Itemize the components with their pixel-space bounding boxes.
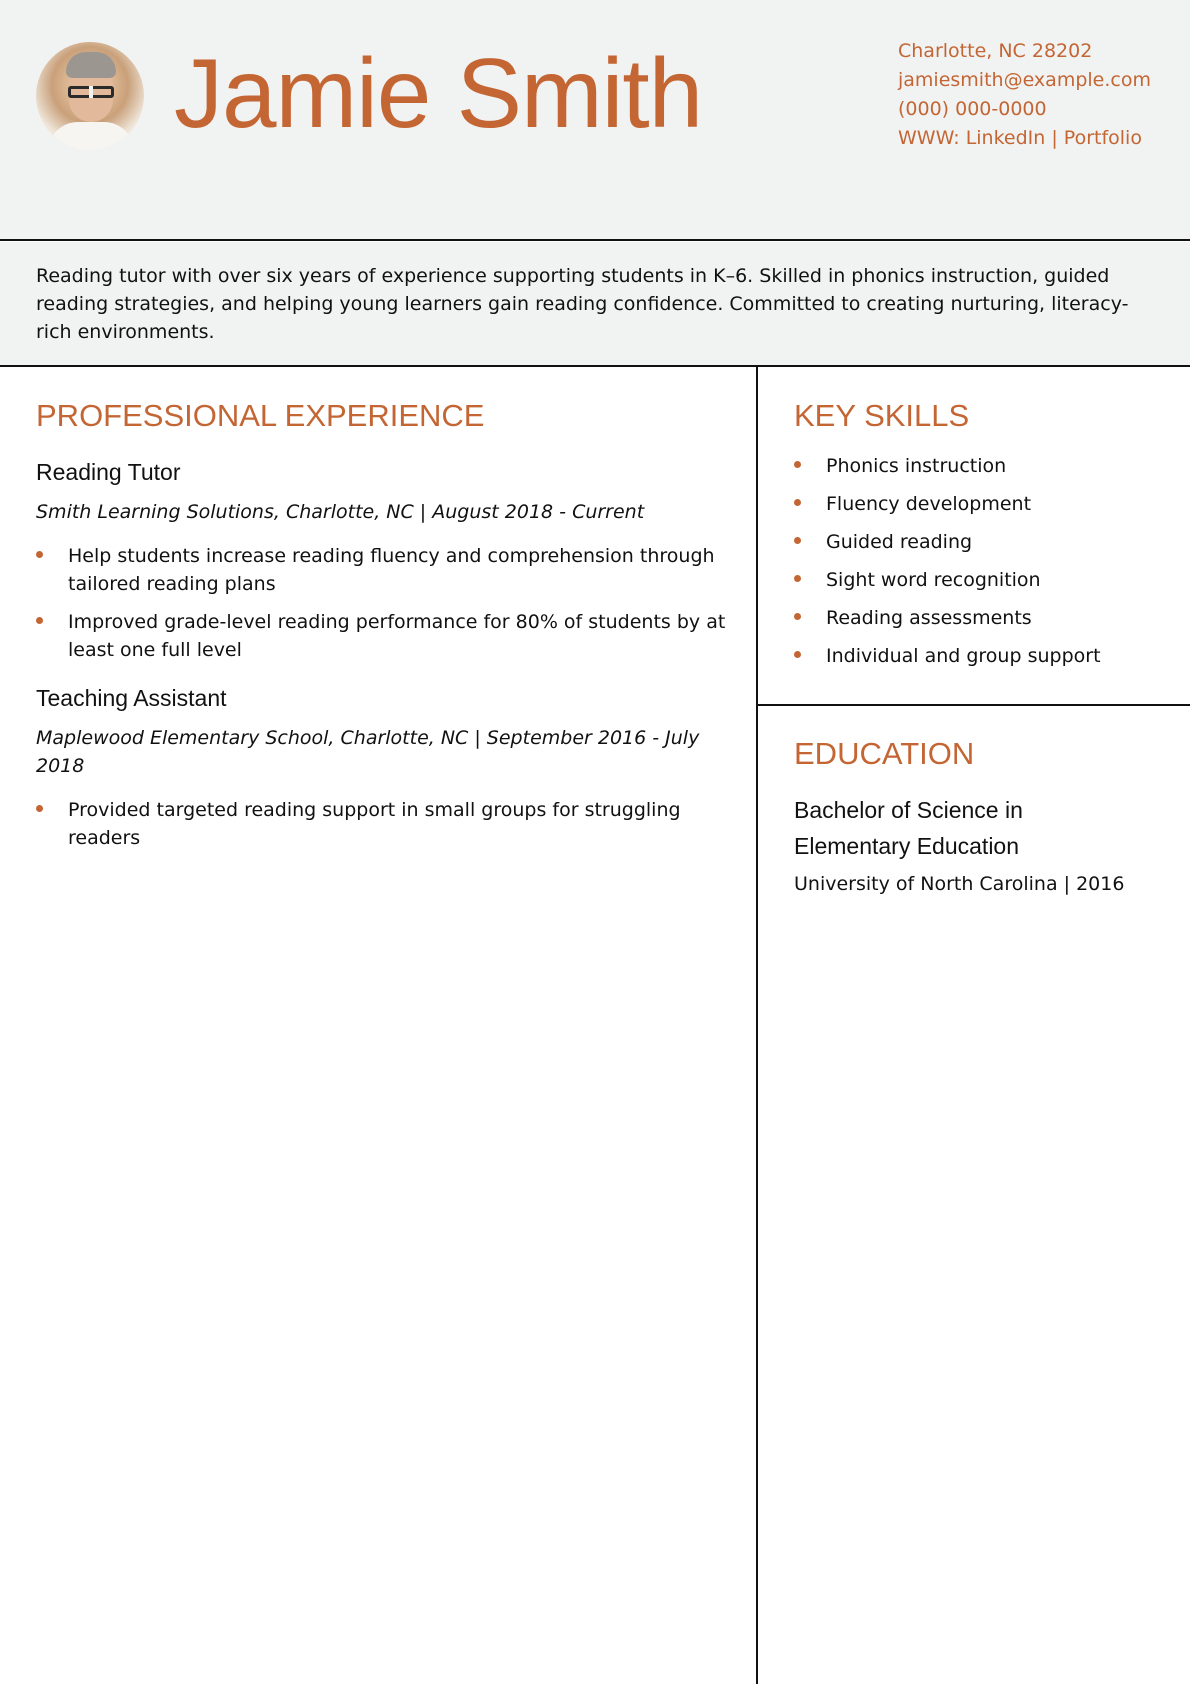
bullet-dot-icon (794, 575, 801, 582)
photo-hair-shape (66, 52, 116, 78)
bullet-text: Improved grade-level reading performance for 80% of students by at least one full level (68, 611, 726, 661)
candidate-name: Jamie Smith (174, 38, 703, 148)
bullet-dot-icon (36, 805, 43, 812)
summary-section (0, 242, 1190, 367)
contact-phone: (000) 000-0000 (898, 98, 1047, 120)
job-bullet (36, 796, 726, 852)
skill-item (794, 642, 1174, 670)
job-meta: Maplewood Elementary School, Charlotte, NC | September 2016 - July 2018 (36, 727, 700, 777)
job-title: Reading Tutor (36, 459, 181, 485)
bullet-dot-icon (36, 617, 43, 624)
job-bullet (36, 542, 726, 598)
bullet-dot-icon (794, 651, 801, 658)
skills-list (794, 452, 1174, 670)
bullet-dot-icon (794, 537, 801, 544)
resume-header (0, 0, 1190, 241)
school-info: University of North Carolina | 2016 (794, 873, 1125, 895)
skill-item (794, 490, 1174, 518)
education-section (794, 736, 1174, 898)
contact-block (898, 37, 1158, 153)
bullet-text: Help students increase reading fluency and comprehension through tailored reading plans (68, 545, 715, 595)
job-bullets (36, 796, 726, 852)
skill-text: Reading assessments (826, 607, 1032, 629)
job-entry (36, 458, 726, 664)
skills-section (794, 398, 1174, 680)
job-meta: Smith Learning Solutions, Charlotte, NC | August 2018 - Current (36, 501, 645, 523)
contact-location: Charlotte, NC 28202 (898, 40, 1093, 62)
skill-text: Individual and group support (826, 645, 1101, 667)
degree-title: Bachelor of Science in Elementary Education (794, 797, 1023, 859)
job-bullet (36, 608, 726, 664)
photo-shirt-shape (48, 122, 134, 150)
experience-heading: PROFESSIONAL EXPERIENCE (36, 398, 485, 433)
bullet-dot-icon (794, 461, 801, 468)
skill-item (794, 452, 1174, 480)
summary-text: Reading tutor with over six years of experience supporting students in K–6. Skilled in phonics instruction, guided reading strategies, and helping young learners gain reading confidence. Committed to creating nurturing, literacy-rich environments. (36, 265, 1129, 343)
education-heading: EDUCATION (794, 736, 975, 771)
skill-item (794, 528, 1174, 556)
skill-item (794, 604, 1174, 632)
profile-photo (36, 42, 144, 150)
experience-section (36, 398, 726, 862)
bullet-dot-icon (36, 551, 43, 558)
photo-glasses-shape (68, 86, 114, 98)
skill-text: Sight word recognition (826, 569, 1041, 591)
bullet-dot-icon (794, 613, 801, 620)
skill-text: Guided reading (826, 531, 973, 553)
skills-heading: KEY SKILLS (794, 398, 970, 433)
skill-item (794, 566, 1174, 594)
job-entry (36, 684, 726, 852)
job-title: Teaching Assistant (36, 685, 227, 711)
job-bullets (36, 542, 726, 664)
bullet-dot-icon (794, 499, 801, 506)
skills-education-divider (757, 704, 1190, 706)
column-divider (756, 367, 758, 1684)
contact-web-links[interactable]: WWW: LinkedIn | Portfolio (898, 127, 1142, 149)
skill-text: Fluency development (826, 493, 1032, 515)
skill-text: Phonics instruction (826, 455, 1007, 477)
contact-email[interactable]: jamiesmith@example.com (898, 69, 1151, 91)
bullet-text: Provided targeted reading support in small groups for struggling readers (68, 799, 681, 849)
